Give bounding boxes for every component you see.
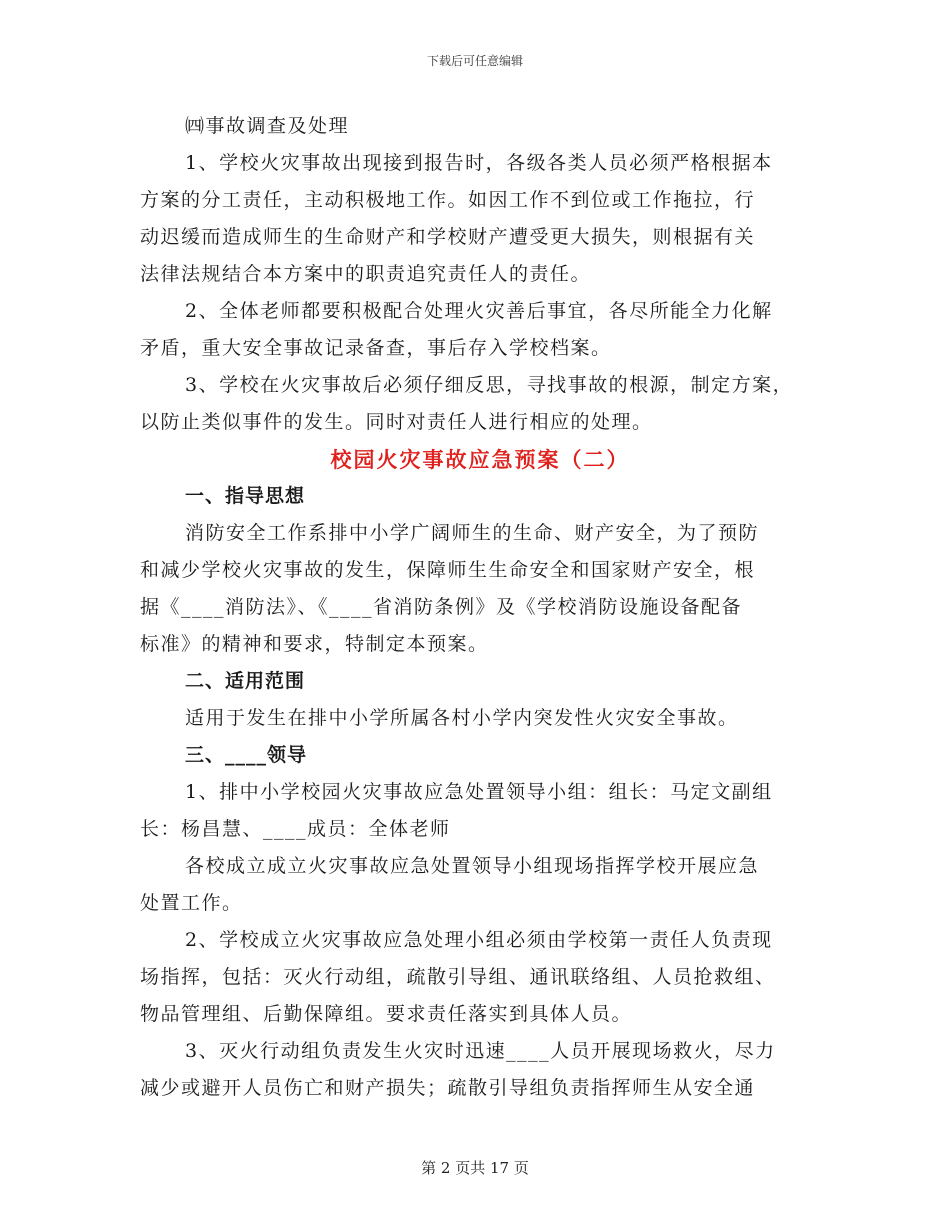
paragraph-line: 1、排中小学校园火灾事故应急处置领导小组：组长：马定文副组 bbox=[185, 781, 773, 803]
paragraph-line: 标准》的精神和要求，特制定本预案。 bbox=[140, 633, 489, 655]
paragraph-line: 物品管理组、后勤保障组。要求责任落实到具体人员。 bbox=[140, 1003, 633, 1025]
paragraph-line: 以防止类似事件的发生。同时对责任人进行相应的处理。 bbox=[140, 411, 653, 433]
paragraph-line: 1、学校火灾事故出现接到报告时，各级各类人员必须严格根据本 bbox=[185, 152, 773, 174]
paragraph-line: 动迟缓而造成师生的生命财产和学校财产遭受更大损失，则根据有关 bbox=[140, 226, 756, 248]
paragraph-line: 场指挥，包括：灭火行动组，疏散引导组、通讯联络组、人员抢救组、 bbox=[140, 966, 776, 988]
paragraph-line: 适用于发生在排中小学所属各村小学内突发性火灾安全事故。 bbox=[185, 707, 739, 729]
paragraph-line: 据《____消防法》、《____省消防条例》及《学校消防设施设备配备 bbox=[140, 596, 743, 618]
paragraph-line: 2、学校成立火灾事故应急处理小组必须由学校第一责任人负责现 bbox=[185, 929, 773, 951]
paragraph-line: 3、灭火行动组负责发生火灾时迅速____人员开展现场救火，尽力 bbox=[185, 1040, 776, 1062]
paragraph-line: 2、全体老师都要积极配合处理火灾善后事宜，各尽所能全力化解 bbox=[185, 300, 773, 322]
paragraph-line: 法律法规结合本方案中的职责追究责任人的责任。 bbox=[140, 263, 592, 285]
paragraph-line: 消防安全工作系排中小学广阔师生的生命、财产安全，为了预防 bbox=[185, 522, 760, 544]
section-heading: 三、____领导 bbox=[185, 744, 308, 766]
paragraph-line: 处置工作。 bbox=[140, 892, 243, 914]
paragraph-line: 3、学校在火灾事故后必须仔细反思，寻找事故的根源，制定方案， bbox=[185, 374, 794, 396]
paragraph-line: 和减少学校火灾事故的发生，保障师生生命安全和国家财产安全，根 bbox=[140, 559, 756, 581]
document-body bbox=[140, 108, 820, 1107]
paragraph-line: 矛盾，重大安全事故记录备查，事后存入学校档案。 bbox=[140, 337, 612, 359]
section-heading: 一、指导思想 bbox=[185, 485, 306, 507]
page-header: 下载后可任意编辑 bbox=[426, 54, 523, 68]
paragraph-line: 各校成立成立火灾事故应急处置领导小组现场指挥学校开展应急 bbox=[185, 855, 760, 877]
section-title: 校园火灾事故应急预案（二） bbox=[330, 447, 630, 472]
page-footer: 第 2 页共 17 页 bbox=[421, 1159, 529, 1177]
paragraph-line: ㈣事故调查及处理 bbox=[185, 115, 350, 137]
paragraph-line: 减少或避开人员伤亡和财产损失；疏散引导组负责指挥师生从安全通 bbox=[140, 1077, 756, 1099]
section-heading: 二、适用范围 bbox=[185, 670, 306, 692]
paragraph-line: 方案的分工责任，主动积极地工作。如因工作不到位或工作拖拉，行 bbox=[140, 189, 756, 211]
paragraph-line: 长：杨昌慧、____成员：全体老师 bbox=[140, 818, 451, 840]
